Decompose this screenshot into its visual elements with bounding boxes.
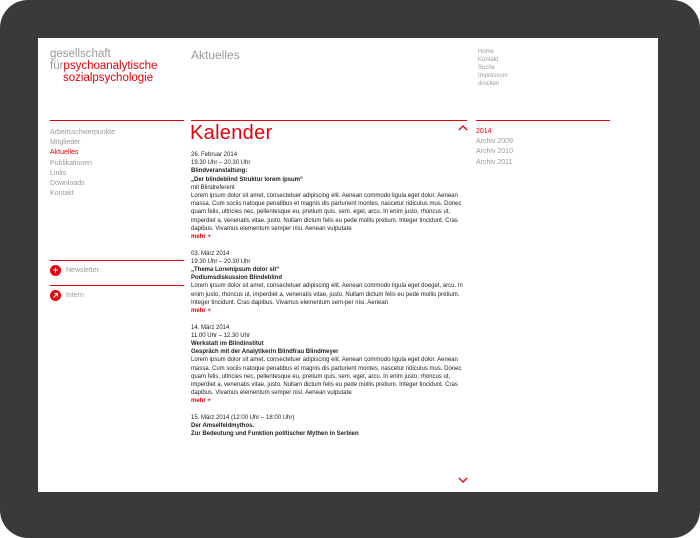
- archive-item-2014[interactable]: 2014: [476, 128, 492, 135]
- more-link[interactable]: mehr +: [191, 398, 211, 405]
- entry-subtitle: Zur Bedeutung und Funktion politischer Mythen in Serbien: [191, 431, 359, 438]
- site-logo[interactable]: [50, 48, 157, 84]
- intern-divider: [50, 285, 184, 286]
- chevron-down-icon[interactable]: [458, 476, 468, 487]
- nav-item-aktuelles[interactable]: Aktuelles: [50, 149, 79, 157]
- calendar-entry: [191, 414, 474, 439]
- plus-icon: +: [50, 265, 61, 276]
- top-nav-impressum[interactable]: Impressum: [478, 73, 508, 79]
- entry-date: 14. März 2014: [191, 324, 230, 331]
- newsletter-divider: [50, 260, 184, 261]
- nav-item-downloads[interactable]: Downloads: [50, 180, 85, 188]
- nav-item-arbeitsschwerpunkte[interactable]: Arbeitsschwerpunkte: [50, 129, 115, 136]
- top-nav-kontakt[interactable]: Kontakt: [478, 57, 499, 63]
- more-link[interactable]: mehr +: [191, 234, 211, 241]
- logo-line-2: [50, 60, 157, 72]
- calendar-entry: [191, 250, 474, 316]
- intern-button[interactable]: [50, 290, 84, 301]
- page: [38, 38, 658, 492]
- logo-line-3: sozialpsychologie: [63, 72, 154, 84]
- top-nav: [478, 48, 508, 88]
- entry-date: 15. März 2014 (12:00 Uhr – 18:00 Uhr): [191, 415, 295, 422]
- entry-time: 19.30 Uhr – 20.30 Uhr: [191, 258, 251, 265]
- entry-speaker: mit Blindreferent: [191, 184, 235, 191]
- entry-body: Lorem ipsum dolor sit amet, consectetuer adipiscing elit. Aenean commodo ligula eget dolor. Aenean massa. Cum sociis natoque penatibus et magnis dis parturient montes, nascetur ridiculus mus. Donec quam felis, ultricies nec, pellentesque eu, pretium quis, sem. eget, arcu. In enim justo, rhoncus ut, imperdiet a, venenatis vitae, justo. Nullam dictum felis eu pede mollis pretium. Integer tincidunt. Cras dapibus. Vivamus elementum semper nisi. Aenean vulputate: [191, 357, 462, 397]
- arrow-up-right-icon: [50, 290, 61, 301]
- page-heading: Kalender: [190, 122, 273, 144]
- entry-time: 19.30 Uhr – 20.30 Uhr: [191, 160, 251, 167]
- left-divider: [50, 120, 184, 121]
- entry-title: Der Amselfeldmythos.: [191, 423, 255, 430]
- archive-item-2009[interactable]: Archiv 2009: [476, 138, 513, 146]
- entry-time: 11.00 Uhr – 12.30 Uhr: [191, 332, 250, 339]
- entry-body: Lorem ipsum dolor sit amet, consectetuer adipiscing elit. Aenean commodo ligula eget doeget, arcu. In enim justo, rhoncus ut, imperdiet a, venenatis vitae, justo. Nullam dictum felis eu pede mollis pretium. Integer tincidunt. Cras dapibus. Vivamus elementum sem-per nisi. Aenean: [191, 283, 463, 306]
- calendar-list: [191, 151, 474, 447]
- nav-item-kontakt[interactable]: Kontakt: [50, 190, 74, 198]
- top-nav-home[interactable]: Home: [478, 49, 495, 55]
- logo-line-2-prefix: für: [50, 60, 64, 72]
- entry-date: 03. März 2014: [191, 250, 230, 257]
- archive-nav: [476, 127, 513, 168]
- entry-date: 26. Februar 2014: [191, 152, 238, 158]
- main-nav: [50, 128, 115, 199]
- nav-item-publikationen[interactable]: Publikationen: [50, 159, 93, 167]
- entry-subtitle: Gespräch mit der Analytikerin Blindfrau Blindmeyer: [191, 349, 339, 356]
- content-divider: [191, 120, 467, 121]
- logo-line-2-rest: psychoanalytische: [63, 60, 158, 72]
- entry-subtitle: Podiumsdiskussion Blindeblind: [191, 275, 283, 282]
- newsletter-label: Newsletter: [66, 267, 100, 274]
- section-title: Aktuelles: [191, 48, 240, 62]
- archive-item-2010[interactable]: Archiv 2010: [476, 148, 513, 156]
- calendar-entry: [191, 324, 474, 406]
- entry-title: „Thema Loremipsum dolor sit“: [191, 267, 280, 274]
- logo-line-1: gesellschaft: [50, 48, 111, 60]
- nav-item-mitglieder[interactable]: Mitglieder: [50, 139, 81, 147]
- newsletter-button[interactable]: [50, 265, 99, 276]
- intern-label: Intern: [66, 292, 84, 299]
- entry-title: Blindveranstaltung:: [191, 168, 248, 175]
- chevron-up-icon[interactable]: [458, 123, 468, 134]
- archive-item-2011[interactable]: Archiv 2011: [476, 158, 513, 166]
- nav-item-links[interactable]: Links: [50, 169, 67, 177]
- right-divider: [476, 120, 610, 121]
- more-link[interactable]: mehr +: [191, 308, 211, 315]
- entry-subtitle: „Der blindeblind Struktur lorem ipsum“: [191, 176, 304, 183]
- top-nav-drucken[interactable]: drucken: [478, 81, 500, 87]
- calendar-entry: [191, 151, 474, 241]
- top-nav-suche[interactable]: Suche: [478, 65, 496, 71]
- entry-title: Werkstatt im Blindinstitut: [191, 341, 264, 348]
- entry-body: Lorem ipsum dolor sit amet, consectetuer adipiscing elit. Aenean commodo ligula eget dolor. Aenean massa. Cum sociis natoque penatibus et magnis dis parturient montes, nascetur ridiculus mus. Donec quam felis, ultricies nec, pellentesque eu, pretium quis, sem. eget, arcu. In enim justo, rhoncus ut, imperdiet a, venenatis vitae, justo. Nullam dictum felis eu pede mollis pretium. Integer tincidunt. Cras dapibus. Vivamus elementum semper nisi. Aenean vulputate: [191, 193, 462, 232]
